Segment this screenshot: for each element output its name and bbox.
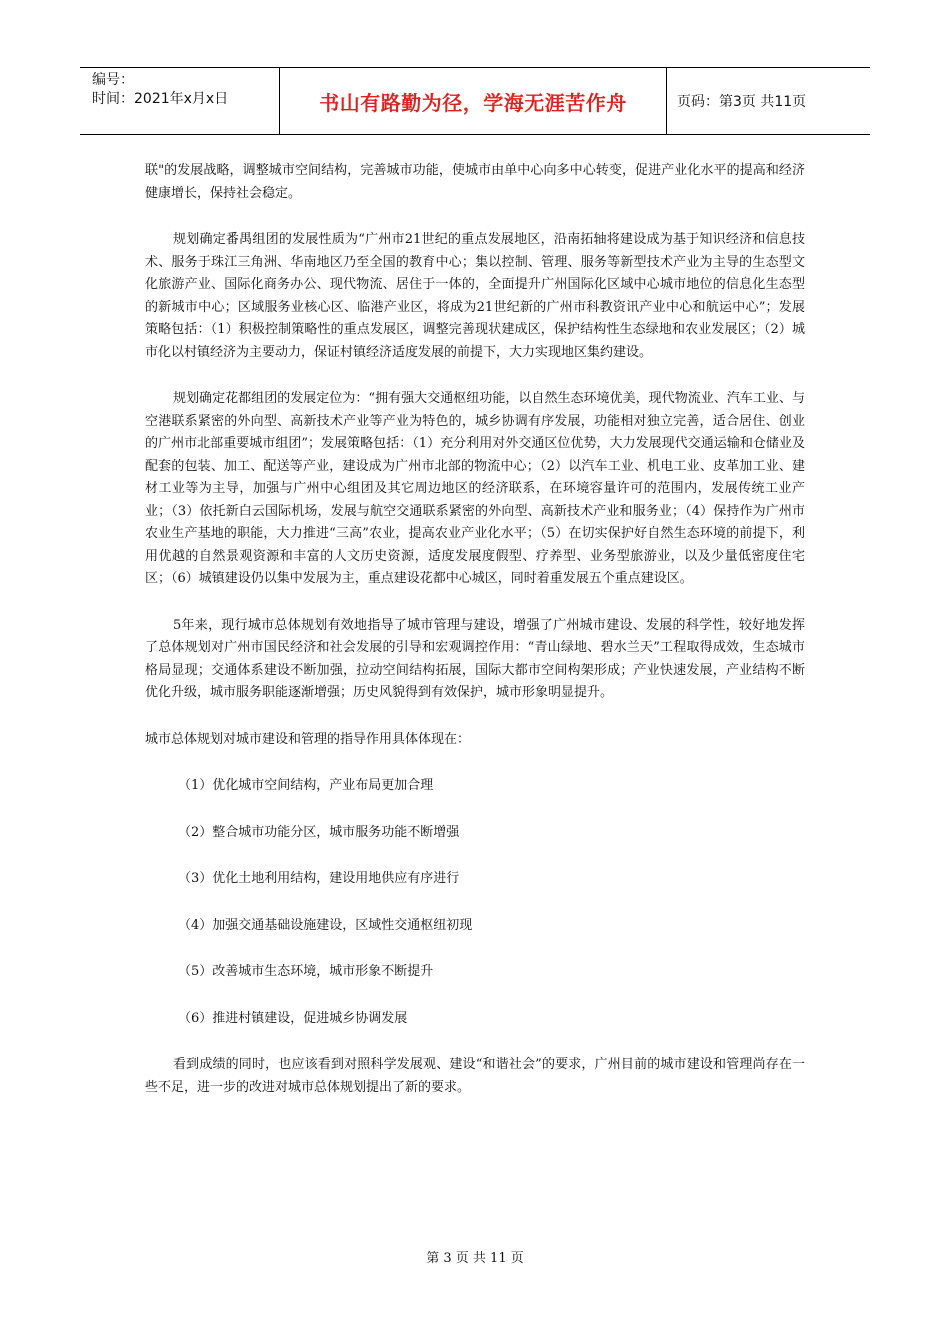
page-footer: 第 3 页 共 11 页 [426,1251,524,1266]
paragraph: 规划确定花都组团的发展定位为：“拥有强大交通枢纽功能，以自然生态环境优美，现代物流业、汽车工业、与空港联系紧密的外向型、高新技术产业等产业为特色的，城乡协调有序发展，功能相对独立完善，适合居住、创业的广州市北部重要城市组团”；发展策略包括：（1）充分利用对外交通区位优势，大力发展现代交通运输和仓储业及配套的包装、加工、配送等产业，建设成为广州市北部的物流中心；（2）以汽车工业、机电工业、皮革加工业、建材工业等为主导，加强与广州中心组团及其它周边地区的经济联系，在环境容量许可的范围内，发展传统工业产业；（3）依托新白云国际机场，发展与航空交通联系紧密的外向型、高新技术产业和服务业；（4）保持作为广州市农业生产基地的职能，大力推进“三高”农业，提高农业产业化水平；（5）在切实保护好自然生态环境的前提下，利用优越的自然景观资源和丰富的人文历史资源，适度发展度假型、疗养型、业务型旅游业，以及少量低密度住宅区；（6）城镇建设仍以集中发展为主，重点建设花都中心城区，同时着重发展五个重点建设区。 [145,391,805,586]
list-item: （6）推进村镇建设，促进城乡协调发展 [178,1010,408,1026]
list-item: （3）优化土地利用结构，建设用地供应有序进行 [178,871,460,886]
document-number: 编号： [92,72,134,88]
paragraph: 联"的发展战略，调整城市空间结构，完善城市功能，使城市由单中心向多中心转变，促进产业化水平的提高和经济健康增长，保持社会稳定。 [145,163,805,201]
document-body [145,160,805,1123]
document-date: 时间：2021年x月x日 [92,91,229,107]
page-header [80,67,870,135]
list-item: （1）优化城市空间结构，产业布局更加合理 [178,778,434,793]
list-item: （4）加强交通基础设施建设，区域性交通枢纽初现 [178,917,473,933]
paragraph: 5年来，现行城市总体规划有效地指导了城市管理与建设，增强了广州城市建设、发展的科学性，较好地发挥了总体规划对广州市国民经济和社会发展的引导和宏观调控作用：“青山绿地、碧水兰天”工程取得成效，生态城市格局显现；交通体系建设不断加强，拉动空间结构拓展，国际大都市空间构架形成；产业快速发展，产业结构不断优化升级，城市服务职能逐渐增强；历史风貌得到有效保护，城市形象明显提升。 [145,617,805,700]
paragraph: 城市总体规划对城市建设和管理的指导作用具体体现在： [145,731,471,747]
paragraph: 看到成绩的同时，也应该看到对照科学发展观、建设“和谐社会”的要求，广州目前的城市建设和管理尚存在一些不足，进一步的改进对城市总体规划提出了新的要求。 [145,1057,805,1095]
list-item: （2）整合城市功能分区，城市服务功能不断增强 [178,824,460,840]
list-item: （5）改善城市生态环境，城市形象不断提升 [178,964,434,979]
header-page-number: 页码：第3页 共11页 [677,94,807,110]
paragraph: 规划确定番禺组团的发展性质为“广州市21世纪的重点发展地区，沿南拓轴将建设成为基于知识经济和信息技术、服务于珠江三角洲、华南地区乃至全国的教育中心；集以控制、管理、服务等新型技术产业为主导的生态型文化旅游产业、国际化商务办公、现代物流、居住于一体的，全面提升广州国际化区域中心城市地位的信息化生态型的新城市中心；区域服务业核心区、临港产业区，将成为21世纪新的广州市科教资讯产业中心和航运中心”；发展策略包括：（1）积极控制策略性的重点发展区，调整完善现状建成区，保护结构性生态绿地和农业发展区；（2）城市化以村镇经济为主要动力，保证村镇经济适度发展的前提下，大力实现地区集约建设。 [145,232,805,360]
header-meta [80,68,280,134]
header-motto: 书山有路勤为径，学海无涯苦作舟 [280,68,667,134]
